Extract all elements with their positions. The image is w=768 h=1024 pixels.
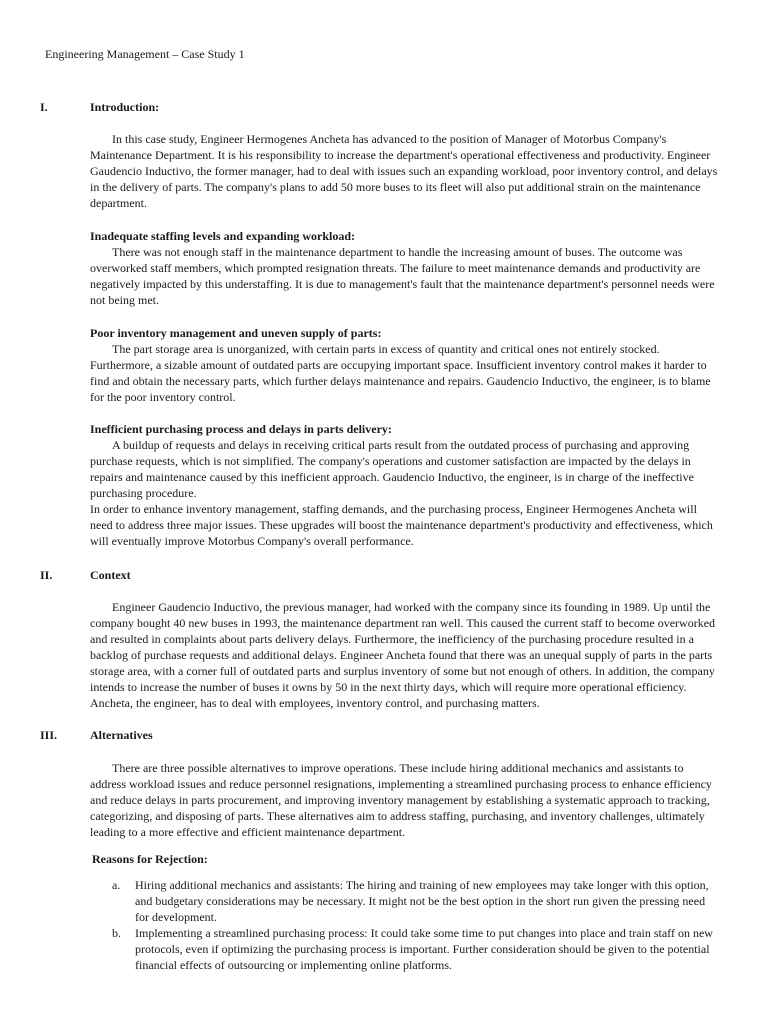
- reasons-list: [112, 877, 722, 973]
- section-numeral: I.: [40, 100, 48, 114]
- subsection-staffing: [90, 228, 722, 308]
- context-paragraph: Engineer Gaudencio Inductivo, the previous manager, had worked with the company since its founding in 1989. Up until the company bought 40 new buses in 1993, the maintenance department ran well. This caused the current staff to become overworked and resulted in complaints about parts delivery delays. Furthermore, the inefficiency of the purchasing procedure resulted in a backlog of purchase requests and additional delays. Engineer Ancheta found that there was an unequal supply of parts in the parts storage area, with a corner full of outdated parts and surplus inventory of some but not enough of others. In addition, the company intends to increase the number of buses it owns by 50 in the next thirty days, which will require more operational efficiency. Ancheta, the engineer, has to deal with employees, inventory control, and purchasing matters.: [90, 600, 716, 710]
- section-title: Introduction:: [90, 100, 160, 114]
- intro-paragraph: In this case study, Engineer Hermogenes Ancheta has advanced to the position of Manager of Motorbus Company's Maintenance Department. It is his responsibility to increase the department's operational effectiveness and productivity. Engineer Gaudencio Inductivo, the former manager, had to deal with issues such an expanding workload, poor inventory control, and delays in the delivery of parts. The company's plans to add 50 more buses to its fleet will also put additional strain on the maintenance department.: [90, 132, 718, 210]
- closing-paragraph: In order to enhance inventory management, staffing demands, and the purchasing process, Engineer Hermogenes Ancheta will need to address three major issues. These upgrades will boost the maintenance department's productivity and effectiveness, which will eventually improve Motorbus Company's overall performance.: [90, 502, 713, 548]
- list-item-text: Hiring additional mechanics and assistants: The hiring and training of new employees may take longer with this option, and budgetary considerations may be necessary. It might not be the best option in the short run given the pressing need for development.: [135, 878, 709, 924]
- list-item: [112, 877, 722, 925]
- list-item-text: Implementing a streamlined purchasing process: It could take some time to put changes into place and train staff on new protocols, even if optimizing the purchasing process is important. Further consideration should be given to the potential financial effects of outsourcing or implementing online platforms.: [135, 926, 713, 972]
- subsection-inventory: [90, 325, 722, 405]
- list-marker: b.: [112, 926, 121, 940]
- list-item: [112, 925, 722, 973]
- section-numeral: II.: [40, 568, 53, 582]
- section-title: Alternatives: [90, 728, 153, 742]
- reasons-title: Reasons for Rejection:: [92, 852, 208, 866]
- subsection-purchasing: [90, 421, 722, 549]
- subsection-title: Inadequate staffing levels and expanding workload:: [90, 229, 356, 243]
- subsection-title: Poor inventory management and uneven supply of parts:: [90, 326, 382, 340]
- subsection-paragraph: There was not enough staff in the maintenance department to handle the increasing amount of buses. The outcome was overworked staff members, which prompted resignation threats. The failure to meet maintenance demands and productivity are negatively impacted by this understaffing. It is due to management's fault that the maintenance department's personnel needs were not being met.: [90, 245, 715, 307]
- section-numeral: III.: [40, 728, 58, 742]
- subsection-title: Inefficient purchasing process and delays in parts delivery:: [90, 422, 392, 436]
- alternatives-paragraph: There are three possible alternatives to improve operations. These include hiring additional mechanics and assistants to address workload issues and reduce personnel resignations, implementing a streamlined purchasing process to enhance efficiency and reduce delays in parts procurement, and improving inventory management by establishing a systematic approach to tracking, categorizing, and disposing of parts. These alternatives aim to address staffing, purchasing, and inventory challenges, ultimately leading to a more effective and efficient maintenance department.: [90, 761, 712, 839]
- list-marker: a.: [112, 878, 121, 892]
- subsection-paragraph: A buildup of requests and delays in receiving critical parts result from the outdated process of purchasing and approving purchase requests, which is not simplified. The company's operations and customer satisfaction are impacted by the delays in repairs and maintenance caused by this inefficient approach. Gaudencio Inductivo, the engineer, is in charge of the ineffective purchasing procedure.: [90, 438, 694, 500]
- document-header: Engineering Management – Case Study 1: [45, 47, 245, 61]
- section-title: Context: [90, 568, 131, 582]
- subsection-paragraph: The part storage area is unorganized, with certain parts in excess of quantity and critical ones not entirely stocked. Furthermore, a sizable amount of outdated parts are occupying important space. Insufficient inventory control makes it harder to find and obtain the necessary parts, which further delays maintenance and repairs. Gaudencio Inductivo, the engineer, is to blame for the poor inventory control.: [90, 342, 711, 404]
